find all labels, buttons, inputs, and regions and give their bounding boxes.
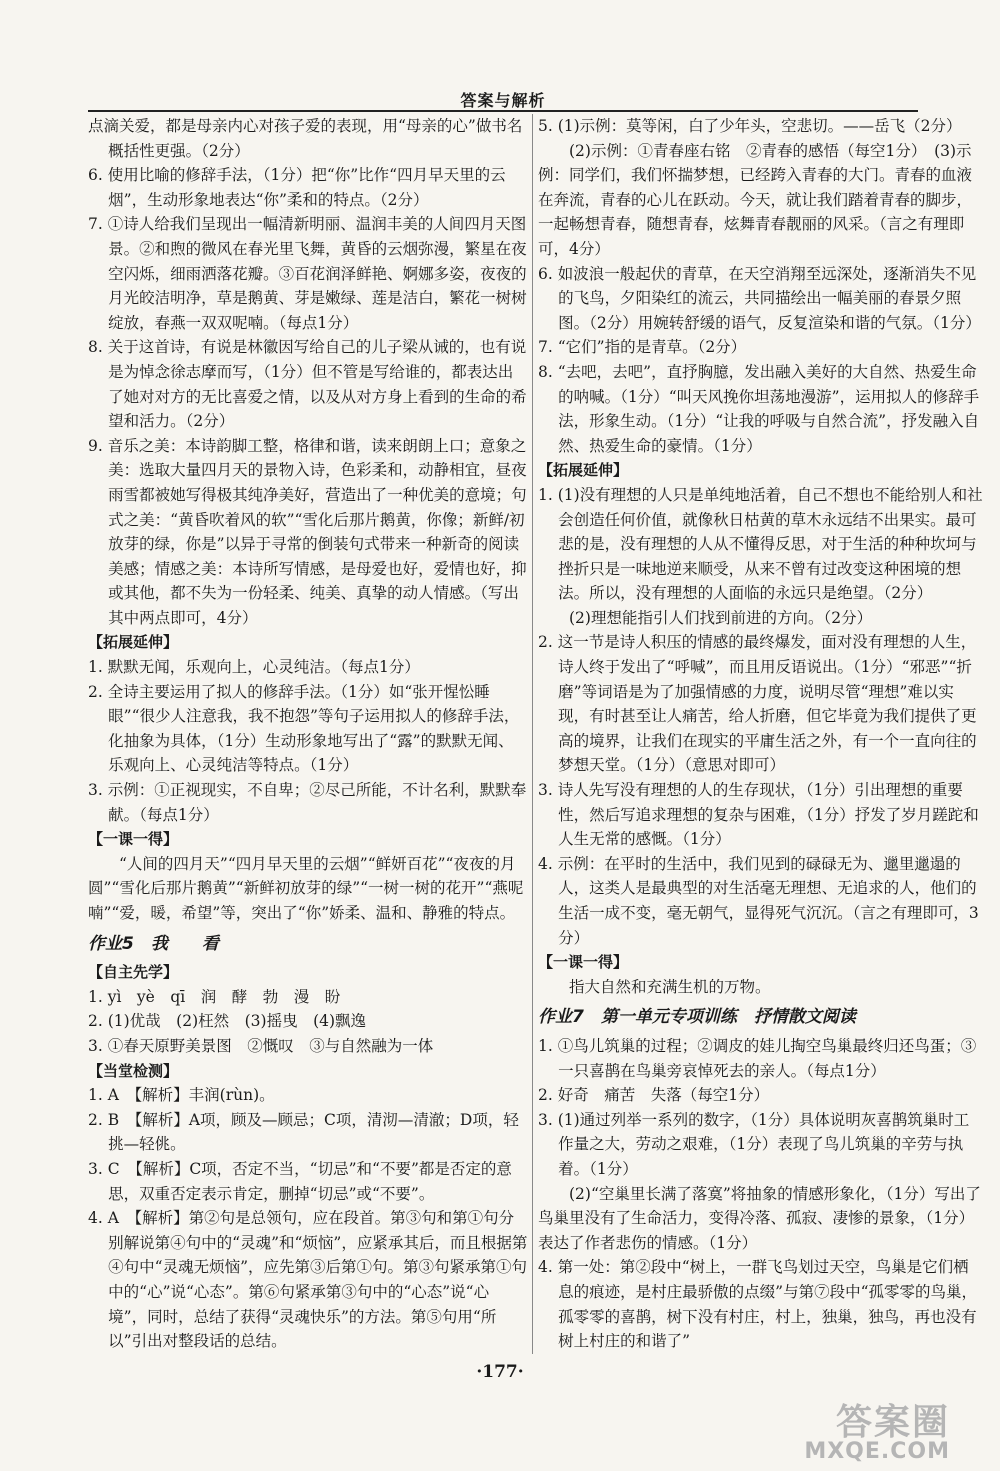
- answer-item: 2. B 【解析】A项，顾及—顾忌；C项，清沏—清澈；D项，轻挑—轻佻。: [88, 1110, 519, 1154]
- watermark-logo: [804, 1402, 950, 1464]
- answer-line: 3. ①春天原野美景图 ②慨叹 ③与自然融为一体: [88, 1036, 434, 1055]
- answer-item: 6. 如波浪一般起伏的青草，在天空消翔至远深处，逐渐消失不见的飞鸟，夕阳染红的流云，共同描绘出一幅美丽的春景夕照图。（2分）用婉转舒缓的语气，反复渲染和谐的气氛。（1分）: [538, 264, 981, 332]
- answer-item: 8. “去吧，去吧”，直抒胸臆，发出融入美好的大自然、热爱生命的呐喊。（1分）“叫天风挽你坦荡地漫游”，运用拟人的修辞手法，形象生动。（1分）“让我的呼吸与自然合流”，抒发融入自然、热爱生命的豪情。（1分）: [538, 362, 980, 455]
- answer-paragraph: (2)“空巢里长满了落寞”将抽象的情感形象化，（1分）写出了鸟巢里没有了生命活力，变得冷落、孤寂、凄惨的景象，（1分）表达了作者悲伤的情感。（1分）: [538, 1184, 981, 1252]
- answer-item: 6. 使用比喻的修辞手法，（1分）把“你”比作“四月早天里的云烟”，生动形象地表达“你”柔和的特点。（2分）: [88, 166, 506, 209]
- right-column: [538, 114, 984, 1359]
- page-number: ·177·: [476, 1362, 524, 1382]
- page-header: [88, 88, 918, 112]
- section-heading: 【一课一得】: [538, 953, 629, 972]
- answer-item: 2. 好奇 痛苦 失落（每空1分）: [538, 1086, 770, 1105]
- left-column: [88, 114, 528, 1359]
- answer-item: 3. (1)通过列举一系列的数字，（1分）具体说明灰喜鹊筑巢时工作量之大，劳动之艰难，（1分）表现了鸟儿筑巢的辛劳与执着。（1分）: [538, 1110, 970, 1178]
- answer-line: 2. (1)优哉 (2)枉然 (3)摇曳 (4)飘逸: [88, 1012, 367, 1031]
- answer-item: 7. “它们”指的是青草。（2分）: [538, 338, 747, 357]
- answer-item: 4. 第一处：第②段中“树上，一群飞鸟划过天空，鸟巢是它们栖息的痕迹，是村庄最骄傲的点缀”与第⑦段中“孤零零的鸟巢，孤零零的喜鹊，树下没有村庄，村上，独巢，独鸟，再也没有树上村庄的和谐了”: [538, 1258, 977, 1351]
- answer-line: 1. yì yè qī 润 酵 勃 漫 盼: [88, 987, 341, 1006]
- answer-item: 3. 诗人先写没有理想的人的生存现状，（1分）引出理想的重要性，然后写追求理想的复杂与困难，（1分）抒发了岁月蹉跎和人生无常的感慨。（1分）: [538, 781, 979, 849]
- section-heading: 【拓展延伸】: [88, 633, 179, 652]
- answer-item: 1. (1)没有理想的人只是单纯地活着，自己不想也不能给别人和社会创造任何价值，就像秋日枯黄的草木永远结不出果实。最可悲的是，没有理想的人从不懂得反思，对于生活的种种坎坷与挫折只是一味地逆来顺受，从来不曾有过改变这种困境的想法。所以，没有理想的人面临的永远只是绝望。（2分）: [538, 485, 983, 603]
- answer-item: 4. A 【解析】第②句是总领句，应在段首。第③句和第①句分别解说第④句中的“灵魂”和“烦恼”，应紧承其后，而且根据第④句中“灵魂无烦恼”，应先第③后第①句。第③句紧承第①句中的“心”说“心态”。第⑥句紧承第③句中的“心态”说“心境”，同时，总结了获得“灵魂快乐”的方法。第⑤句用“所以”引出对整段话的总结。: [88, 1209, 528, 1351]
- section-heading: 【一课一得】: [88, 830, 179, 849]
- answer-item: 3. C 【解析】C项，否定不当，“切忌”和“不要”都是否定的意思，双重否定表示肯定，删掉“切忌”或“不要”。: [88, 1159, 512, 1203]
- answer-item: 2. 这一节是诗人积压的情感的最终爆发，面对没有理想的人生，诗人终于发出了“呼喊”，而且用反语说出。（1分）“邪恶”“折磨”等词语是为了加强情感的力度，说明尽管“理想”难以实现，有时甚至让人痛苦，给人折磨，但它毕竟为我们提供了更高的境界，让我们在现实的平庸生活之外，有一个一直向往的梦想天堂。（1分）（意思对即可）: [538, 633, 977, 775]
- answer-item: 8. 关于这首诗，有说是林徽因写给自己的儿子梁从诫的，也有说是为悼念徐志摩而写，（1分）但不管是写给谁的，都表达出了她对对方的无比喜爱之情，以及从对方身上看到的生命的希望和活力。（2分）: [88, 338, 527, 431]
- answer-item: 5. (1)示例：莫等闲，白了少年头，空悲切。——岳飞（2分）: [538, 117, 962, 135]
- answer-item: 1. 默默无闻，乐观向上，心灵纯洁。（每点1分）: [88, 658, 420, 677]
- answer-item: 点滴关爱，都是母亲内心对孩子爱的表现，用“母亲的心”做书名概括性更强。（2分）: [88, 117, 523, 160]
- column-divider: [532, 114, 533, 1354]
- answer-item: 3. 示例：①正视现实，不自卑；②尽己所能，不计名利，默默奉献。（每点1分）: [88, 781, 527, 824]
- answer-paragraph: 指大自然和充满生机的万物。: [569, 977, 771, 996]
- answer-item: 7. ①诗人给我们呈现出一幅清新明丽、温润丰美的人间四月天图景。②和煦的微风在春光里飞舞，黄昏的云烟弥漫，繁星在夜空闪烁，细雨洒落花瓣。③百花润泽鲜艳、婀娜多姿，夜夜的月光皎洁明净，草是鹅黄、芽是嫩绿、莲是洁白，繁花一树树绽放，春燕一双双呢喃。（每点1分）: [88, 215, 527, 332]
- answer-item: 9. 音乐之美：本诗韵脚工整，格律和谐，读来朗朗上口；意象之美：选取大量四月天的景物入诗，色彩柔和，动静相宜，昼夜雨雪都被她写得极其纯净美好，营造出了一种优美的意境；句式之美：“黄昏吹着风的软”“雪化后那片鹅黄，你像；新鲜/初放芽的绿，你是”以异于寻常的倒装句式带来一种新奇的阅读美感；情感之美：本诗所写情感，是母爱也好，爱情也好，抑或其他，都不失为一份轻柔、纯美、真挚的动人情感。（写出其中两点即可，4分）: [88, 436, 527, 627]
- homework-title: 作业5 我 看: [88, 933, 219, 954]
- answer-item: 4. 示例：在平时的生活中，我们见到的碌碌无为、邋里邋遢的人，这类人是最典型的对生活毫无理想、无追求的人，他们的生活一成不变，毫无朝气，显得死气沉沉。（言之有理即可，3分）: [538, 854, 979, 947]
- answer-paragraph: (2)示例：①青春座右铭 ②青春的感悟（每空1分） (3)示例：同学们，我们怀揣梦想，已经跨入青春的大门。青春的血液在奔流，青春的心儿在跃动。今天，就让我们踏着青春的脚步，一起畅想青春，随想青春，炫舞青春靓丽的风采。（言之有理即可，4分）: [538, 141, 973, 258]
- answer-item: 1. A 【解析】丰润(rùn)。: [88, 1086, 275, 1105]
- homework-title: 作业7 第一单元专项训练 抒情散文阅读: [538, 1007, 856, 1028]
- header-title: 答案与解析: [460, 91, 546, 110]
- section-heading: 【当堂检测】: [88, 1061, 179, 1080]
- answer-item: 1. ①鸟儿筑巢的过程；②调皮的娃儿掏空鸟巢最终归还鸟蛋；③一只喜鹊在鸟巢旁哀悼死去的亲人。（每点1分）: [538, 1036, 977, 1080]
- answer-paragraph: (2)理想能指引人们找到前进的方向。（2分）: [569, 608, 873, 627]
- section-heading: 【自主先学】: [88, 963, 179, 982]
- answer-item: 2. 全诗主要运用了拟人的修辞手法。（1分）如“张开惺忪睡眼”“很少人注意我，我不抱怨”等句子运用拟人的修辞手法，化抽象为具体，（1分）生动形象地写出了“露”的默默无闻、乐观向上、心灵纯洁等特点。（1分）: [88, 682, 520, 775]
- section-heading: 【拓展延伸】: [538, 461, 629, 480]
- answer-paragraph: “人间的四月天”“四月早天里的云烟”“鲜妍百花”“夜夜的月圆”“雪化后那片鹅黄”“新鲜初放芽的绿”“一树一树的花开”“燕呢喃”“爱，暖，希望”等，突出了“你”娇柔、温和、静雅的特点。: [88, 854, 524, 922]
- watermark-url: MXQE.COM: [804, 1439, 950, 1464]
- watermark-text: 答案圈: [835, 1402, 950, 1443]
